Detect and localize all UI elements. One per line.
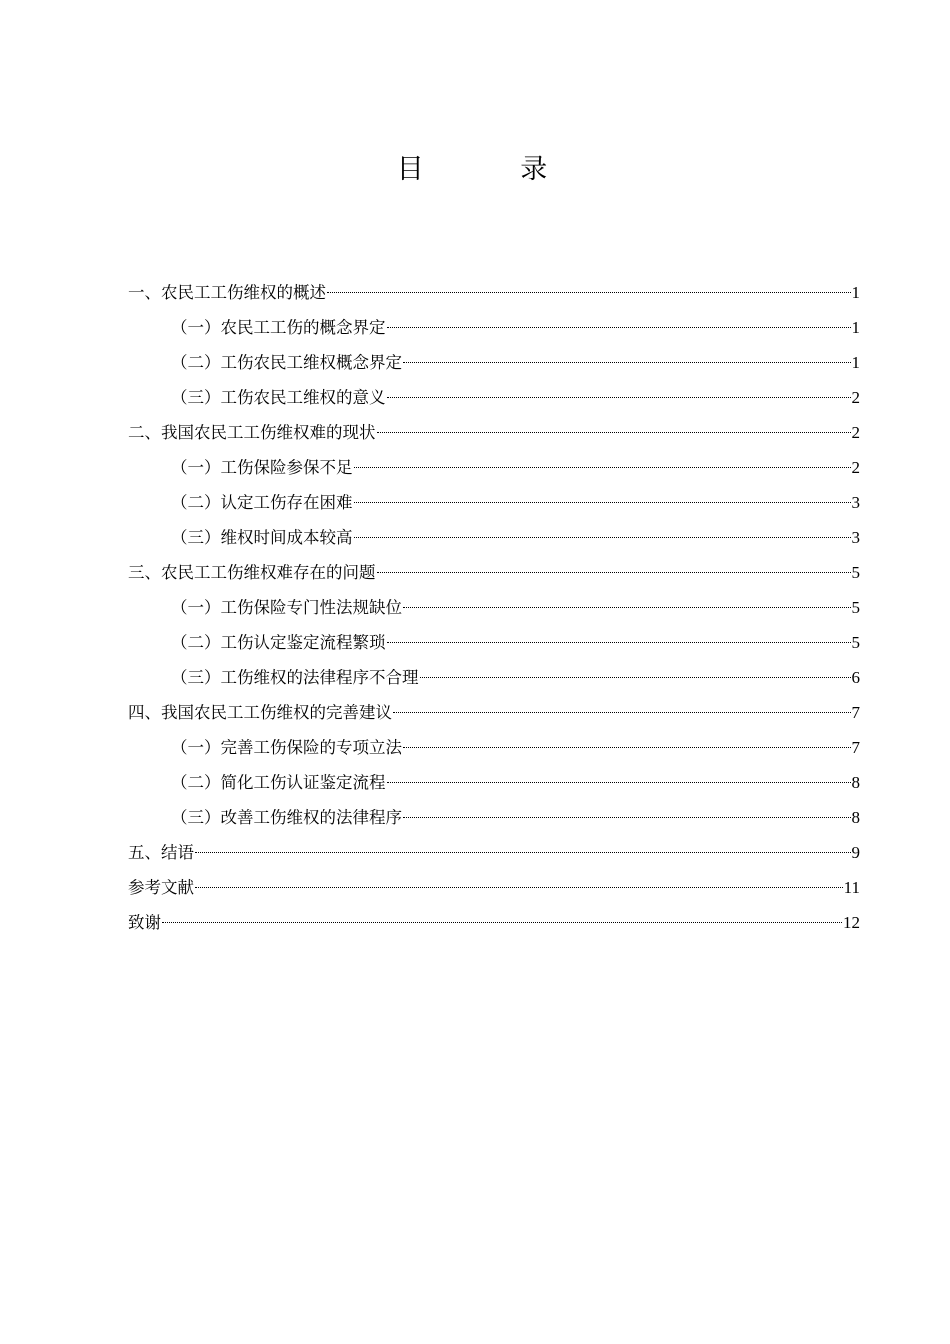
toc-dot-leader — [377, 432, 851, 433]
toc-page-number: 2 — [851, 458, 860, 477]
toc-entry[interactable] — [128, 730, 860, 765]
toc-entry[interactable] — [128, 275, 860, 310]
toc-dot-leader — [403, 747, 851, 748]
toc-page-number: 8 — [851, 773, 860, 792]
toc-entry-text: （三）工伤农民工维权的意义 — [171, 388, 386, 407]
toc-page-number: 3 — [851, 528, 860, 547]
toc-page-number: 9 — [851, 843, 860, 862]
toc-entry[interactable] — [128, 345, 860, 380]
toc-page-number: 1 — [851, 353, 860, 372]
toc-page-number: 2 — [851, 423, 860, 442]
toc-dot-leader — [377, 572, 851, 573]
toc-entry-text: （三）改善工伤维权的法律程序 — [171, 808, 402, 827]
toc-dot-leader — [327, 292, 851, 293]
toc-entry-text: 一、农民工工伤维权的概述 — [128, 283, 326, 302]
toc-entry-text: （一）工伤保险专门性法规缺位 — [171, 598, 402, 617]
toc-page-number: 12 — [843, 913, 860, 932]
toc-entry-text: 二、我国农民工工伤维权难的现状 — [128, 423, 376, 442]
toc-page-number: 6 — [851, 668, 860, 687]
toc-dot-leader — [162, 922, 842, 923]
toc-page-number: 7 — [851, 703, 860, 722]
toc-entry[interactable] — [128, 590, 860, 625]
toc-page-number: 11 — [843, 878, 860, 897]
toc-dot-leader — [387, 397, 851, 398]
toc-entry-text: （三）维权时间成本较高 — [171, 528, 353, 547]
toc-dot-leader — [393, 712, 851, 713]
toc-entry[interactable] — [128, 695, 860, 730]
toc-entry-text: （一）完善工伤保险的专项立法 — [171, 738, 402, 757]
toc-entry-text: 五、结语 — [128, 843, 194, 862]
toc-dot-leader — [354, 467, 851, 468]
toc-entry-text: （二）简化工伤认证鉴定流程 — [171, 773, 386, 792]
toc-page-number: 5 — [851, 598, 860, 617]
toc-dot-leader — [387, 642, 851, 643]
toc-entry[interactable] — [128, 485, 860, 520]
toc-entry[interactable] — [128, 310, 860, 345]
toc-dot-leader — [387, 782, 851, 783]
toc-entry[interactable] — [128, 765, 860, 800]
toc-entry-text: （二）认定工伤存在困难 — [171, 493, 353, 512]
toc-entry-text: （三）工伤维权的法律程序不合理 — [171, 668, 419, 687]
toc-dot-leader — [195, 887, 843, 888]
toc-entry[interactable] — [128, 660, 860, 695]
toc-dot-leader — [354, 502, 851, 503]
toc-entry[interactable] — [128, 520, 860, 555]
toc-dot-leader — [354, 537, 851, 538]
toc-entry[interactable] — [128, 835, 860, 870]
table-of-contents — [128, 275, 860, 940]
toc-entry[interactable] — [128, 625, 860, 660]
toc-entry-text: 致谢 — [128, 913, 161, 932]
toc-page-number: 5 — [851, 633, 860, 652]
toc-page-number: 8 — [851, 808, 860, 827]
toc-page-number: 2 — [851, 388, 860, 407]
toc-entry[interactable] — [128, 380, 860, 415]
toc-page-number: 7 — [851, 738, 860, 757]
toc-dot-leader — [195, 852, 851, 853]
toc-dot-leader — [403, 362, 851, 363]
toc-entry-text: （一）农民工工伤的概念界定 — [171, 318, 386, 337]
toc-entry[interactable] — [128, 905, 860, 940]
toc-entry[interactable] — [128, 800, 860, 835]
toc-page-number: 1 — [851, 318, 860, 337]
toc-title: 目 录 — [396, 154, 592, 185]
toc-entry[interactable] — [128, 870, 860, 905]
toc-page-number: 5 — [851, 563, 860, 582]
toc-page-number: 3 — [851, 493, 860, 512]
toc-entry[interactable] — [128, 415, 860, 450]
toc-entry-text: 参考文献 — [128, 878, 194, 897]
toc-entry[interactable] — [128, 450, 860, 485]
toc-entry-text: （一）工伤保险参保不足 — [171, 458, 353, 477]
toc-entry[interactable] — [128, 555, 860, 590]
toc-entry-text: （二）工伤农民工维权概念界定 — [171, 353, 402, 372]
toc-entry-text: （二）工伤认定鉴定流程繁琐 — [171, 633, 386, 652]
toc-entry-text: 四、我国农民工工伤维权的完善建议 — [128, 703, 392, 722]
toc-dot-leader — [420, 677, 851, 678]
toc-page-number: 1 — [851, 283, 860, 302]
toc-dot-leader — [387, 327, 851, 328]
toc-dot-leader — [403, 817, 851, 818]
toc-dot-leader — [403, 607, 851, 608]
toc-entry-text: 三、农民工工伤维权难存在的问题 — [128, 563, 376, 582]
